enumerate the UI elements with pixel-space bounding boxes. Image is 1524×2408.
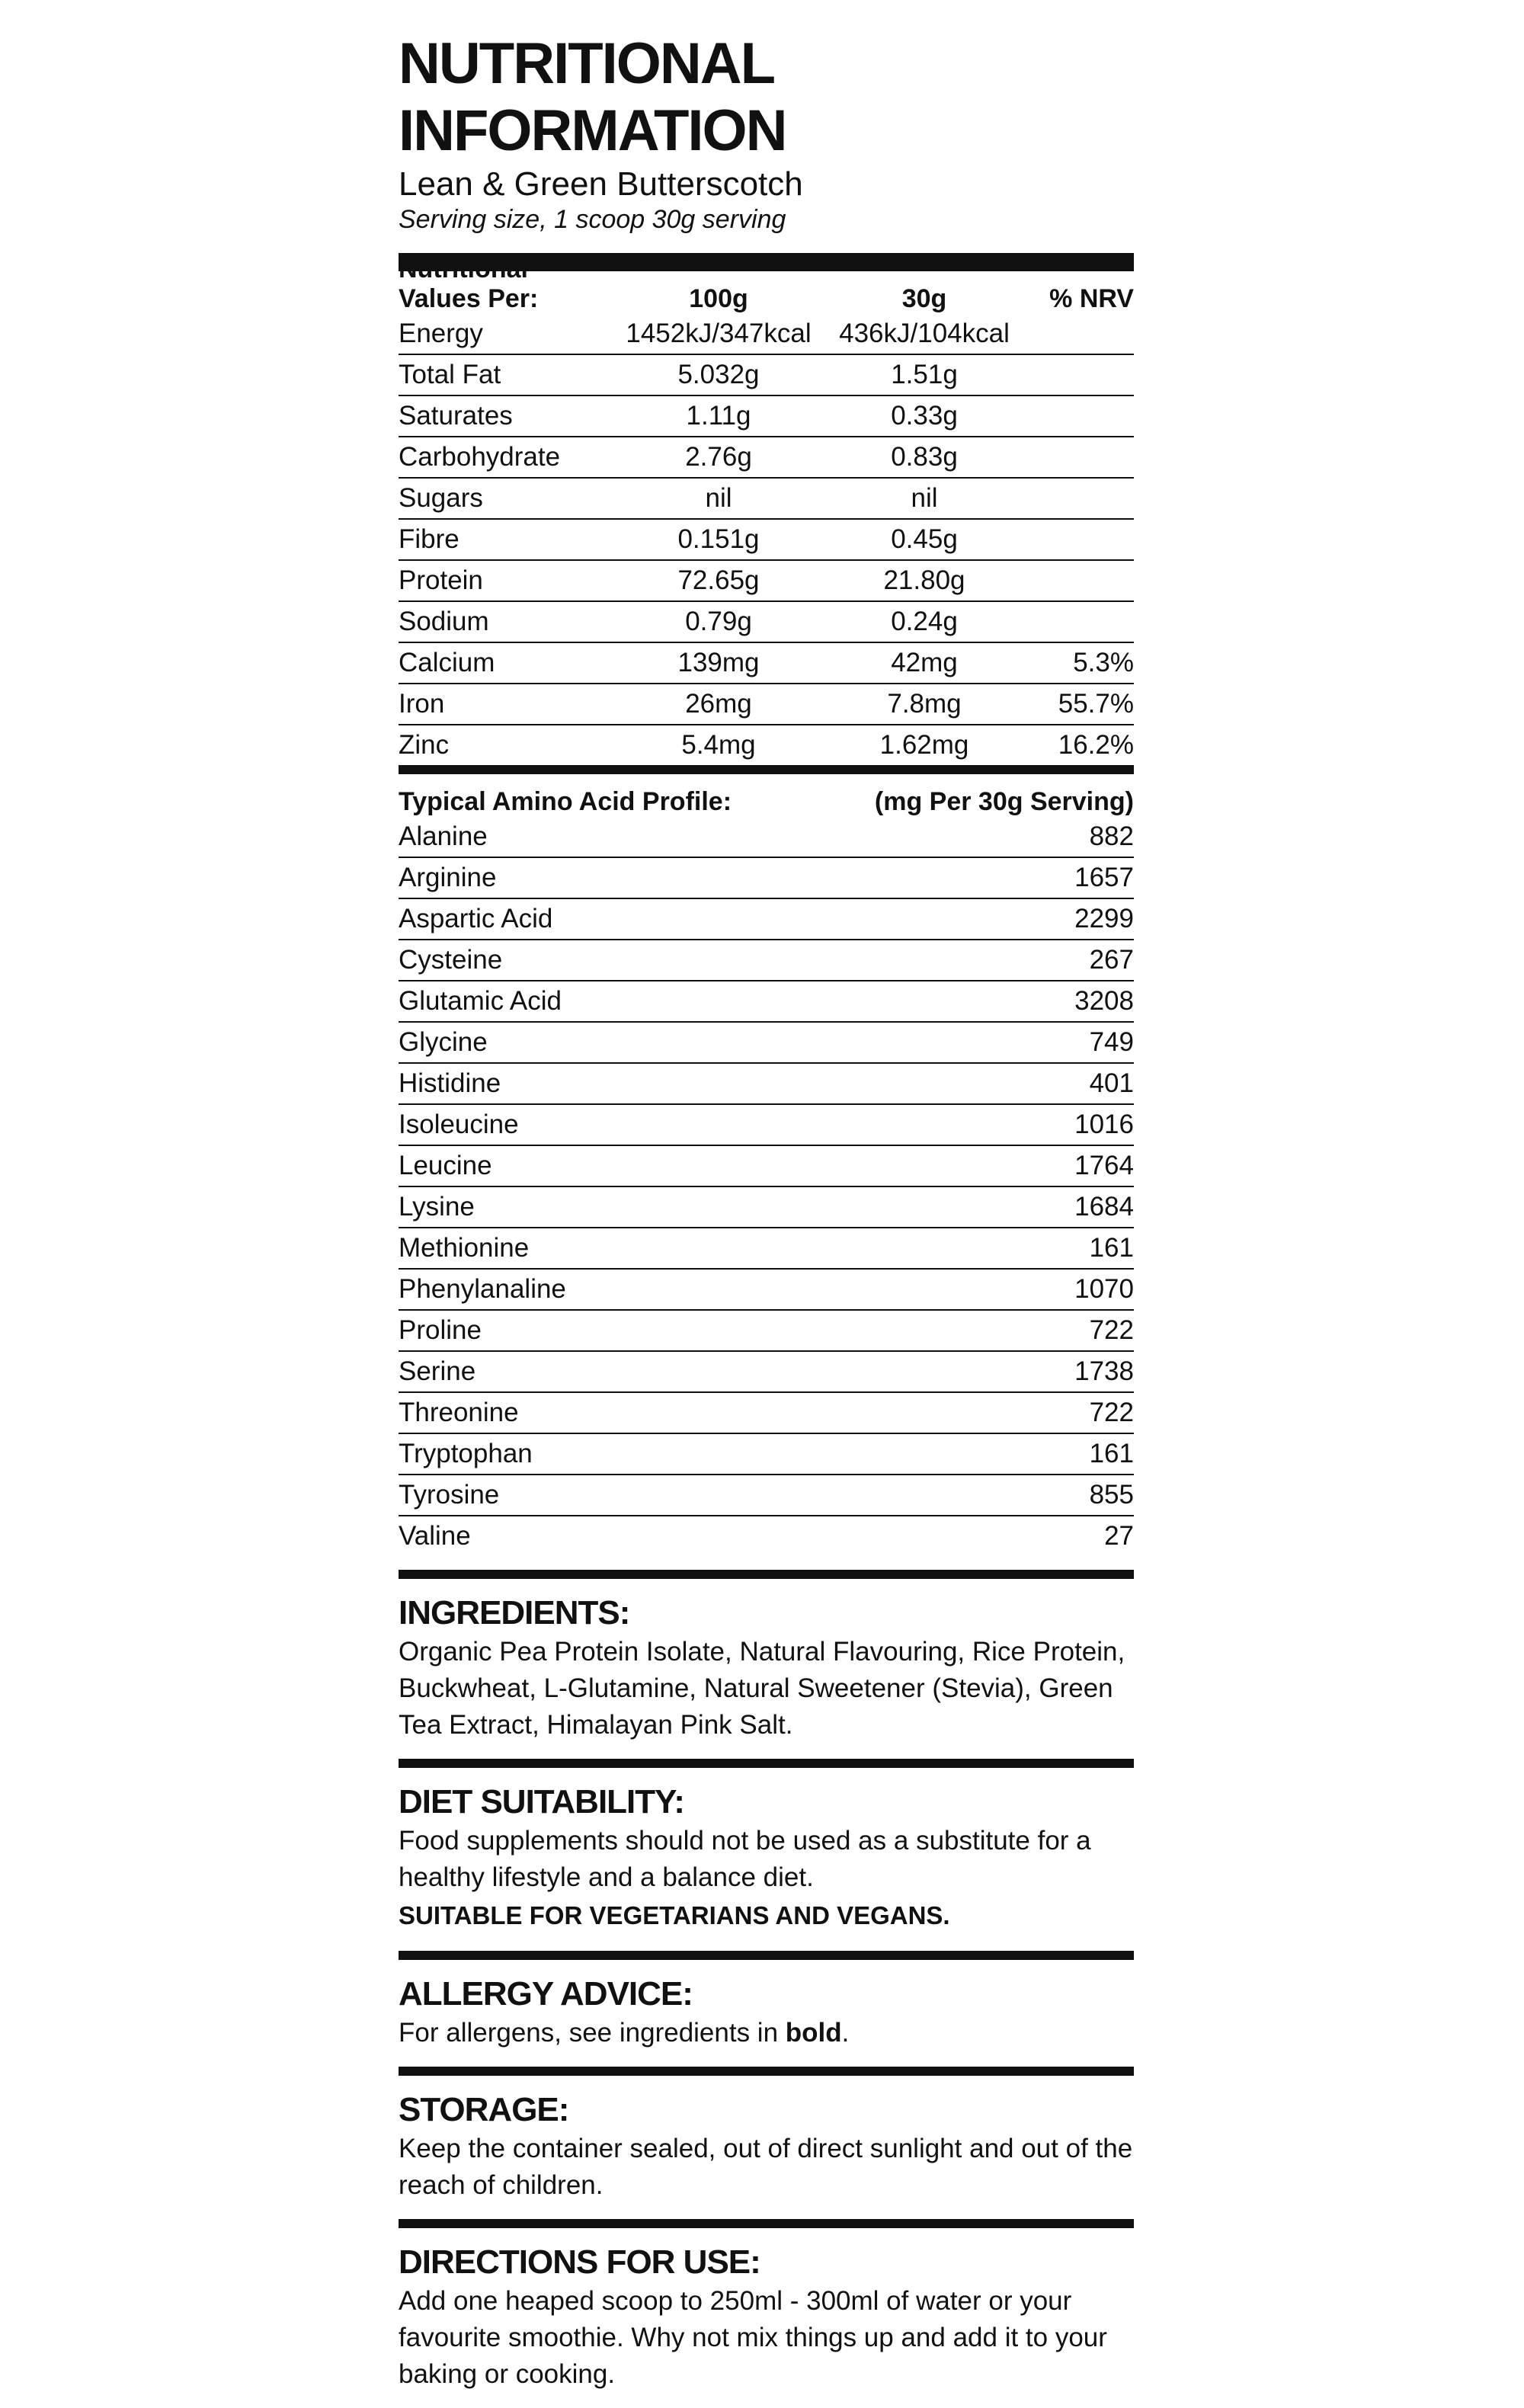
amino-name: Alanine (399, 821, 488, 851)
diet-title: DIET SUITABILITY: (399, 1783, 684, 1820)
amino-value: 1738 (1074, 1356, 1134, 1386)
amino-row (399, 1228, 1134, 1270)
nutrient-per-100g: 5.032g (677, 360, 760, 389)
amino-value: 161 (1089, 1439, 1134, 1468)
product-name: Lean & Green Butterscotch (399, 165, 803, 203)
amino-table-header (399, 774, 1134, 817)
amino-rows (399, 817, 1134, 1556)
directions-text: Add one heaped scoop to 250ml - 300ml of water or your favourite smoothie. Why not mix things up and add it to your baking or cooking. (399, 2286, 1107, 2389)
nutrient-name: Sugars (399, 483, 483, 513)
nutrition-row (399, 355, 1134, 396)
serving-size: Serving size, 1 scoop 30g serving (399, 205, 786, 234)
amino-name: Cysteine (399, 945, 503, 975)
amino-name: Valine (399, 1521, 471, 1551)
amino-name: Aspartic Acid (399, 904, 553, 933)
storage-title: STORAGE: (399, 2091, 569, 2128)
amino-name: Tyrosine (399, 1480, 500, 1510)
nutrition-row (399, 314, 1134, 355)
amino-name: Histidine (399, 1068, 501, 1098)
divider-medium (399, 765, 1134, 774)
nutrition-label (399, 30, 1134, 2408)
amino-row (399, 1475, 1134, 1516)
nutrient-nrv: 5.3% (1073, 648, 1134, 677)
amino-name: Arginine (399, 863, 497, 892)
diet-section (399, 1768, 1134, 1951)
diet-text: Food supplements should not be used as a substitute for a healthy lifestyle and a balance diet. (399, 1826, 1091, 1892)
nutrition-table-header (399, 255, 1134, 314)
nutrient-per-30g: 0.33g (891, 401, 958, 431)
amino-value: 1016 (1074, 1110, 1134, 1139)
amino-value: 267 (1089, 945, 1134, 975)
nutrient-name: Carbohydrate (399, 442, 561, 472)
amino-row (399, 1311, 1134, 1352)
storage-text: Keep the container sealed, out of direct sunlight and out of the reach of children. (399, 2134, 1133, 2200)
nutrition-table (399, 255, 1134, 765)
nutrient-name: Fibre (399, 524, 459, 554)
nutrition-row (399, 643, 1134, 684)
divider-medium (399, 1570, 1134, 1579)
amino-row (399, 1064, 1134, 1105)
directions-section (399, 2228, 1134, 2408)
nutrient-per-100g: 1452kJ/347kcal (626, 319, 812, 348)
amino-value: 722 (1089, 1315, 1134, 1345)
nutrient-name: Total Fat (399, 360, 501, 389)
amino-row (399, 858, 1134, 899)
allergy-text-before: For allergens, see ingredients in (399, 2018, 786, 2048)
amino-value: 401 (1089, 1068, 1134, 1098)
nutrient-name: Zinc (399, 730, 450, 760)
nutrient-per-100g: 0.79g (685, 607, 752, 636)
nutrient-per-30g: 436kJ/104kcal (839, 319, 1010, 348)
amino-value: 855 (1089, 1480, 1134, 1510)
amino-row (399, 1352, 1134, 1393)
nutrition-row (399, 725, 1134, 765)
allergy-title: ALLERGY ADVICE: (399, 1975, 693, 2013)
amino-value: 1764 (1074, 1151, 1134, 1180)
nutrient-name: Sodium (399, 607, 489, 636)
header-30g: 30g (901, 284, 947, 313)
allergy-text-after: . (841, 2018, 850, 2048)
amino-name: Phenylanaline (399, 1274, 566, 1304)
header-100g: 100g (689, 284, 748, 313)
divider-medium (399, 1951, 1134, 1960)
nutrient-per-30g: nil (911, 483, 938, 513)
amino-row (399, 817, 1134, 858)
amino-value: 749 (1089, 1027, 1134, 1057)
nutrient-per-100g: 139mg (677, 648, 760, 677)
allergy-text (399, 2015, 1134, 2051)
amino-table (399, 774, 1134, 1556)
amino-row (399, 1393, 1134, 1434)
amino-value: 1070 (1074, 1274, 1134, 1304)
ingredients-title: INGREDIENTS: (399, 1594, 630, 1631)
nutrient-per-30g: 0.45g (891, 524, 958, 554)
amino-row (399, 1270, 1134, 1311)
allergy-section (399, 1960, 1134, 2067)
amino-name: Methionine (399, 1233, 530, 1263)
amino-name: Serine (399, 1356, 476, 1386)
header-nrv: % NRV (1049, 284, 1134, 313)
nutrient-per-100g: nil (705, 483, 732, 513)
nutrient-per-100g: 0.151g (677, 524, 760, 554)
nutrition-row (399, 520, 1134, 561)
nutrient-per-100g: 5.4mg (681, 730, 756, 760)
nutrient-nrv: 16.2% (1058, 730, 1134, 760)
nutrition-row (399, 479, 1134, 520)
nutrient-name: Energy (399, 319, 483, 348)
amino-name: Glycine (399, 1027, 488, 1057)
directions-title: DIRECTIONS FOR USE: (399, 2243, 760, 2281)
nutrition-rows (399, 314, 1134, 765)
amino-name: Lysine (399, 1192, 475, 1222)
amino-value: 722 (1089, 1398, 1134, 1427)
nutrition-row (399, 396, 1134, 437)
amino-value: 27 (1104, 1521, 1134, 1551)
nutrient-per-30g: 21.80g (883, 565, 965, 595)
amino-value: 882 (1089, 821, 1134, 851)
amino-name: Threonine (399, 1398, 519, 1427)
nutrient-per-30g: 1.51g (891, 360, 958, 389)
amino-row (399, 1516, 1134, 1556)
amino-row (399, 899, 1134, 940)
divider-medium (399, 2219, 1134, 2228)
nutrition-row (399, 561, 1134, 602)
nutrient-per-100g: 2.76g (685, 442, 752, 472)
nutrition-row (399, 602, 1134, 643)
ingredients-text: Organic Pea Protein Isolate, Natural Flavouring, Rice Protein, Buckwheat, L-Glutamine, Natural Sweetener (Stevia), Green Tea Extract, Himalayan Pink Salt. (399, 1637, 1125, 1740)
amino-row (399, 940, 1134, 981)
divider-medium (399, 1759, 1134, 1768)
amino-value: 2299 (1074, 904, 1134, 933)
nutrient-name: Protein (399, 565, 483, 595)
nutrient-per-30g: 42mg (891, 648, 958, 677)
label-title: NUTRITIONAL INFORMATION (399, 31, 786, 163)
nutrient-per-30g: 7.8mg (887, 689, 962, 719)
nutrient-name: Calcium (399, 648, 495, 677)
amino-name: Leucine (399, 1151, 492, 1180)
diet-note: SUITABLE FOR VEGETARIANS AND VEGANS. (399, 1901, 950, 1929)
amino-name: Glutamic Acid (399, 986, 562, 1016)
nutrient-per-30g: 0.83g (891, 442, 958, 472)
amino-name: Isoleucine (399, 1110, 519, 1139)
amino-row (399, 1023, 1134, 1064)
amino-row (399, 1187, 1134, 1228)
nutrient-per-30g: 1.62mg (879, 730, 969, 760)
ingredients-section (399, 1579, 1134, 1759)
amino-value: 1684 (1074, 1192, 1134, 1222)
divider-medium (399, 2067, 1134, 2076)
nutrient-per-100g: 1.11g (686, 401, 751, 431)
amino-value: 161 (1089, 1233, 1134, 1263)
amino-header-left: Typical Amino Acid Profile: (399, 787, 732, 816)
amino-name: Tryptophan (399, 1439, 533, 1468)
amino-header-right: (mg Per 30g Serving) (874, 787, 1134, 816)
nutrient-per-100g: 26mg (685, 689, 752, 719)
amino-value: 1657 (1074, 863, 1134, 892)
allergy-text-bold: bold (785, 2018, 842, 2048)
amino-row (399, 1146, 1134, 1187)
amino-value: 3208 (1074, 986, 1134, 1016)
amino-row (399, 981, 1134, 1023)
nutrient-per-30g: 0.24g (891, 607, 958, 636)
nutrient-name: Saturates (399, 401, 513, 431)
nutrient-nrv: 55.7% (1058, 689, 1134, 719)
amino-row (399, 1434, 1134, 1475)
header-nutritional-values: Nutritional Values Per: (399, 255, 539, 313)
amino-name: Proline (399, 1315, 482, 1345)
nutrient-name: Iron (399, 689, 445, 719)
nutrition-row (399, 684, 1134, 725)
nutrition-row (399, 437, 1134, 479)
nutrient-per-100g: 72.65g (677, 565, 760, 595)
storage-section (399, 2076, 1134, 2219)
amino-row (399, 1105, 1134, 1146)
